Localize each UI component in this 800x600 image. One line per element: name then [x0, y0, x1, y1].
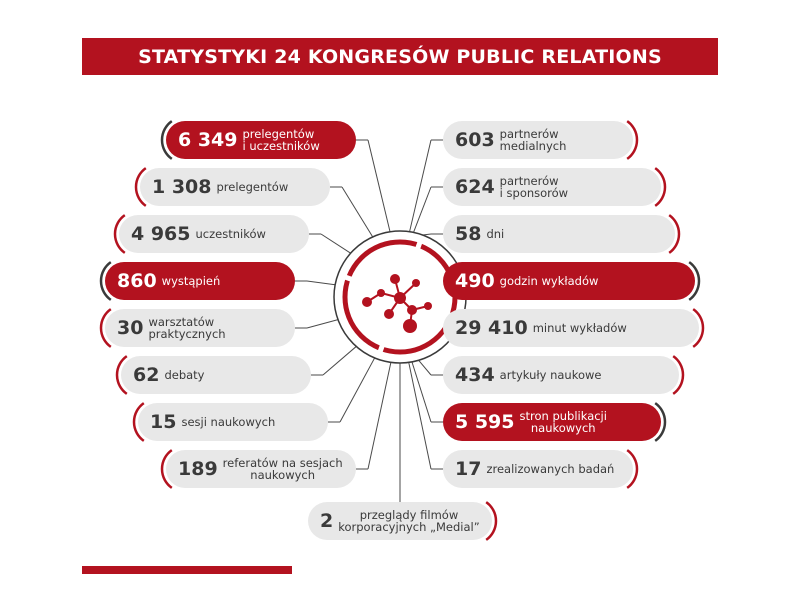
- stat-pill: [140, 168, 330, 206]
- stat-label-line: warsztatów: [148, 315, 215, 329]
- stat-value: 58: [455, 223, 482, 245]
- stat-pill: [443, 356, 679, 394]
- stat-value: 15: [150, 411, 177, 433]
- stat-value: 603: [455, 129, 495, 151]
- stat-label: [162, 275, 221, 287]
- stat-pill: [308, 502, 492, 540]
- stat-pill: [121, 356, 311, 394]
- stat-label: [500, 369, 602, 381]
- stat-label-line: prelegentów: [242, 127, 315, 141]
- stat-label-line: artykuły naukowe: [499, 368, 602, 382]
- stat-label-line: debaty: [164, 368, 205, 382]
- stat-label: [148, 316, 225, 340]
- stat-pill: [166, 121, 356, 159]
- stat-label-line: praktycznych: [148, 327, 226, 341]
- stat-label: [500, 275, 599, 287]
- stat-value: 434: [455, 364, 495, 386]
- stat-label: [338, 509, 479, 533]
- hub-ring-gap: [379, 344, 382, 353]
- stat-label-line: medialnych: [499, 139, 567, 153]
- page-title: STATYSTYKI 24 KONGRESÓW PUBLIC RELATIONS: [82, 38, 718, 75]
- stat-label: [533, 322, 627, 334]
- stat-pill: [443, 121, 633, 159]
- stat-label: [243, 128, 320, 152]
- stat-label-line: dni: [486, 227, 505, 241]
- stat-label-line: zrealizowanych badań: [486, 462, 615, 476]
- stat-label: [500, 128, 567, 152]
- stat-label-line: korporacyjnych „Medial”: [338, 520, 480, 534]
- hub-ring-gap: [344, 276, 353, 279]
- stat-label: [486, 463, 614, 475]
- stat-label-line: minut wykładów: [532, 321, 627, 335]
- stat-value: 4 965: [131, 223, 191, 245]
- hub-ring-gap: [417, 241, 420, 250]
- stat-value: 17: [455, 458, 482, 480]
- stat-label-line: partnerów: [499, 174, 559, 188]
- stat-value: 30: [117, 317, 144, 339]
- stat-label-line: i sponsorów: [499, 186, 569, 200]
- stat-label: [196, 228, 266, 240]
- stat-label: [181, 416, 275, 428]
- stat-value: 29 410: [455, 317, 528, 339]
- stat-label: [223, 457, 343, 481]
- stat-pill: [443, 403, 661, 441]
- stat-pill: [138, 403, 328, 441]
- stat-pill: [105, 309, 295, 347]
- stat-label: [164, 369, 204, 381]
- stat-label: [520, 410, 607, 434]
- stat-label-line: przeglądy filmów: [359, 508, 459, 522]
- stat-value: 490: [455, 270, 495, 292]
- stat-pill: [105, 262, 295, 300]
- stat-pill: [119, 215, 309, 253]
- stat-label-line: naukowych: [250, 468, 316, 482]
- stat-label-line: uczestników: [195, 227, 266, 241]
- stat-label-line: stron publikacji: [519, 409, 607, 423]
- stat-pill: [443, 309, 699, 347]
- stat-label-line: sesji naukowych: [181, 415, 276, 429]
- stat-label-line: wystąpień: [161, 274, 221, 288]
- stat-pill: [443, 450, 633, 488]
- stat-pill: [443, 262, 695, 300]
- stat-value: 5 595: [455, 411, 515, 433]
- stat-pill: [443, 215, 675, 253]
- stat-value: 6 349: [178, 129, 238, 151]
- stat-label-line: prelegentów: [216, 180, 289, 194]
- stat-label-line: i uczestników: [242, 139, 320, 153]
- stat-label-line: partnerów: [499, 127, 559, 141]
- stat-pill: [166, 450, 356, 488]
- stat-value: 860: [117, 270, 157, 292]
- stat-value: 189: [178, 458, 218, 480]
- stat-label: [217, 181, 289, 193]
- stat-value: 62: [133, 364, 160, 386]
- stat-label-line: naukowych: [530, 421, 596, 435]
- stat-pill: [443, 168, 661, 206]
- stat-label: [500, 175, 568, 199]
- stat-value: 624: [455, 176, 495, 198]
- bottom-accent-bar: [82, 566, 292, 574]
- stat-value: 1 308: [152, 176, 212, 198]
- stat-label-line: referatów na sesjach: [222, 456, 343, 470]
- stat-value: 2: [320, 510, 334, 532]
- stat-label-line: godzin wykładów: [499, 274, 599, 288]
- stat-label: [486, 228, 504, 240]
